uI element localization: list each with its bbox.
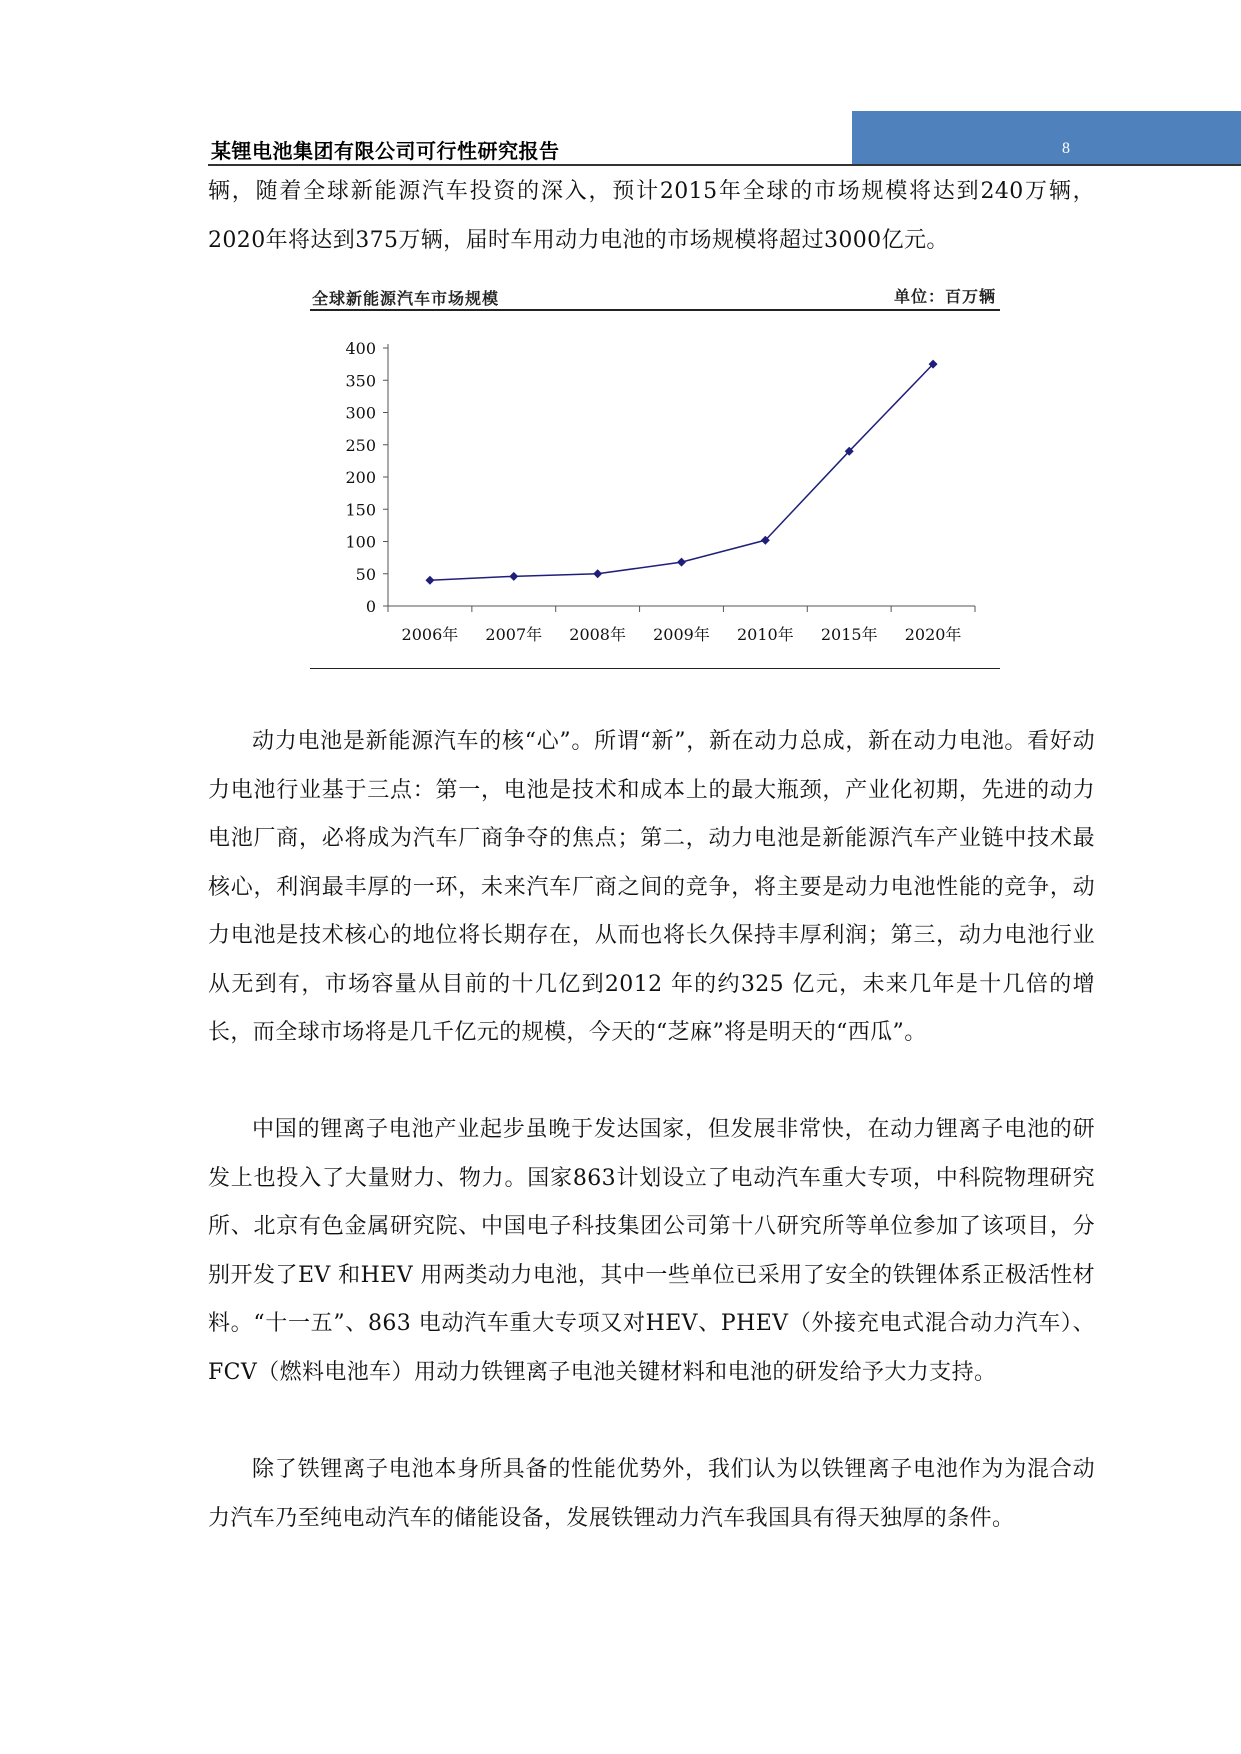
x-tick-label: 2007年	[485, 625, 543, 644]
y-tick-label: 200	[345, 468, 376, 487]
chart-title: 全球新能源汽车市场规模	[312, 289, 500, 308]
y-tick-label: 350	[345, 371, 376, 391]
report-title: 某锂电池集团有限公司可行性研究报告	[211, 139, 560, 163]
y-tick-label: 100	[345, 532, 376, 552]
data-point-marker	[593, 569, 602, 578]
chart-bottom-rule	[310, 668, 1000, 669]
line-chart-svg	[310, 280, 1000, 675]
y-tick-label: 250	[345, 435, 376, 455]
market-size-chart	[310, 280, 1000, 675]
x-tick-label: 2008年	[569, 625, 627, 644]
header-rule	[208, 164, 1241, 166]
paragraph-power-battery: 动力电池是新能源汽车的核“心”。所谓“新”，新在动力总成，新在动力电池。看好动力电池行业基于三点：第一，电池是技术和成本上的最大瓶颈，产业化初期，先进的动力电池厂商，必将成为汽车厂商争夺的焦点；第二，动力电池是新能源汽车产业链中技术最核心，利润最丰厚的一环，未来汽车厂商之间的竞争，将主要是动力电池性能的竞争，动力电池是技术核心的地位将长期存在，从而也将长久保持丰厚利润；第三，动力电池行业从无到有，市场容量从目前的十几亿到2012 年的约325 亿元，未来几年是十几倍的增长，而全球市场将是几千亿元的规模，今天的“芝麻”将是明天的“西瓜”。	[208, 729, 1095, 1045]
y-tick-label: 150	[345, 500, 376, 520]
intro-paragraph: 辆，随着全球新能源汽车投资的深入，预计2015年全球的市场规模将达到240万辆，2020年将达到375万辆，届时车用动力电池的市场规模将超过3000亿元。	[208, 179, 1095, 253]
paragraph-china-industry: 中国的锂离子电池产业起步虽晚于发达国家，但发展非常快，在动力锂离子电池的研发上也投入了大量财力、物力。国家863计划设立了电动汽车重大专项，中科院物理研究所、北京有色金属研究院、中国电子科技集团公司第十八研究所等单位参加了该项目，分别开发了EV 和HEV 用两类动力电池，其中一些单位已采用了安全的铁锂体系正极活性材料。“十一五”、863 电动汽车重大专项又对HEV、PHEV（外接充电式混合动力汽车）、FCV（燃料电池车）用动力铁锂离子电池关键材料和电池的研发给予大力支持。	[208, 1117, 1095, 1385]
series-line	[430, 364, 933, 580]
y-tick-label: 300	[345, 403, 376, 423]
chart-unit-label: 单位：百万辆	[893, 287, 996, 306]
x-tick-label: 2006年	[401, 625, 459, 644]
data-point-marker	[425, 576, 434, 585]
data-point-marker	[677, 558, 686, 567]
paragraph-advantage: 除了铁锂离子电池本身所具备的性能优势外，我们认为以铁锂离子电池作为为混合动力汽车乃至纯电动汽车的储能设备，发展铁锂动力汽车我国具有得天独厚的条件。	[208, 1457, 1095, 1531]
x-tick-label: 2010年	[736, 625, 794, 644]
y-tick-label: 0	[365, 597, 376, 616]
y-tick-label: 400	[345, 339, 376, 358]
x-tick-label: 2020年	[904, 625, 962, 644]
x-tick-label: 2009年	[653, 625, 710, 644]
data-point-marker	[509, 572, 518, 581]
page-number: 8	[1062, 140, 1070, 157]
header-band	[852, 111, 1241, 166]
x-tick-label: 2015年	[820, 625, 878, 644]
y-tick-label: 50	[355, 564, 376, 584]
